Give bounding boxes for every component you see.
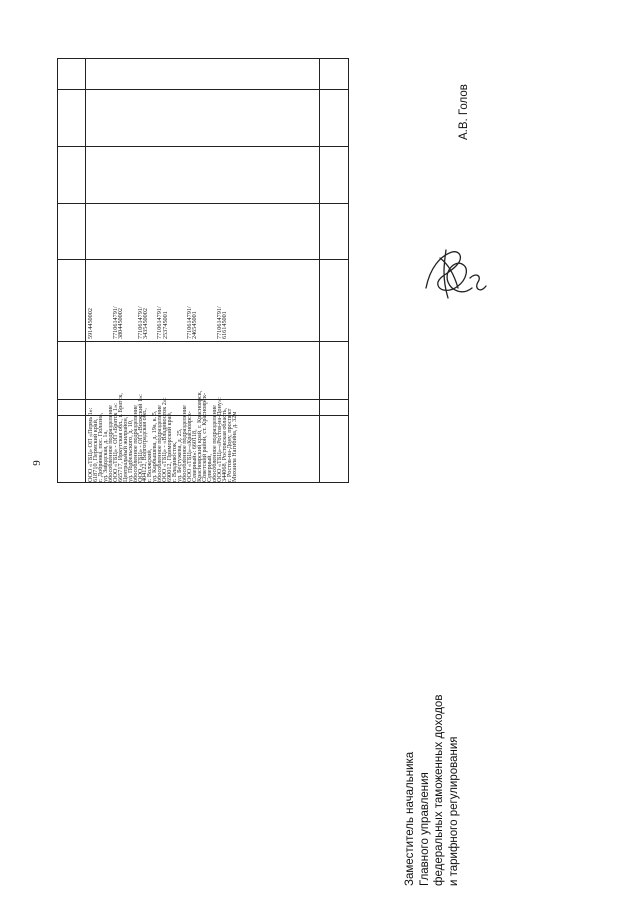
address-line: 690012, Приморский край,: [166, 411, 174, 482]
address-line: Центральный жилрайон,: [121, 416, 129, 482]
signer-title: [403, 695, 461, 886]
address-line: ООО «ТБЦ» ОП «Пермь 1»:: [87, 407, 94, 482]
row-divider: [85, 58, 86, 483]
address-line: ул. Бестужева, д. 25,: [176, 428, 184, 482]
table-border-left: [57, 58, 58, 483]
signature-image: [418, 238, 490, 308]
address-line: обособленное подразделение: [156, 405, 164, 482]
table-border-bottom: [57, 482, 349, 483]
inn-value: 5914450002: [87, 308, 94, 339]
signer-name: А.В. Голов: [458, 84, 470, 140]
address-line: обособленное подразделение: [131, 405, 139, 482]
inn-value: 3435450002: [141, 308, 149, 339]
address-line: г. Добрянка, пос. Полазна,: [96, 412, 104, 482]
row-divider: [319, 58, 320, 483]
column-divider: [57, 203, 349, 204]
signer-title-line: и тарифного регулирования: [447, 736, 460, 886]
address-line: обособленное подразделение: [106, 405, 114, 482]
column-divider: [57, 341, 349, 342]
address-line: ул. Карбышева, д. 19а, к. 5,: [151, 410, 159, 482]
inn-value: 7710614791/: [156, 306, 164, 339]
address-line: г. Волжский,: [146, 448, 154, 482]
address-line: ООО «ТБЦ»-«Ростов-на-Дону»:: [215, 397, 223, 482]
address-line: 344068, Ростовская область,: [220, 407, 228, 482]
signer-title-line: Главного управления: [418, 772, 431, 886]
address-line: ООО «ТБЦ» - «Владивосток 2»:: [161, 397, 169, 482]
address-line: г. Владивосток,: [171, 441, 179, 482]
table-border-top: [57, 58, 349, 59]
inn-value: 7710614791/: [186, 306, 193, 339]
address-line: ООО «ТБЦ»-«Красноярск-: [186, 411, 193, 482]
address-line: ул. Подбельского, д. 10,: [126, 419, 134, 482]
address-line: Северный,: [205, 453, 213, 482]
address-line: ООО «ТБЦ» - ОП «Волжский 1»:: [136, 394, 144, 482]
address-line: ул. Заводская, д. 1а,: [101, 430, 109, 482]
address-line: Северный»: 660118,: [190, 429, 198, 482]
inn-value: 253745001: [161, 311, 169, 339]
column-divider: [57, 259, 349, 260]
address-line: 665717, Иркутская обл., г. Братск,: [116, 393, 124, 482]
address-line: обособленное подразделение: [210, 405, 218, 482]
inn-value: 616145001: [220, 311, 228, 339]
column-divider: [57, 89, 349, 90]
inn-value: 7710614791/: [111, 306, 119, 339]
address-line: Михаила Нагибина, д. 32м: [230, 411, 238, 482]
inn-value: 246545001: [191, 311, 199, 339]
signer-title-line: Заместитель начальника: [404, 751, 416, 886]
page-number: 9: [31, 460, 43, 466]
address-line: Красноярский край, г. Красноярск,: [195, 390, 203, 482]
inn-value: 7710614791/: [136, 306, 144, 339]
address-line: Советский район, ст. Красноярск-: [200, 392, 208, 482]
inn-value: 7710614791/: [215, 306, 223, 339]
column-divider: [57, 146, 349, 147]
address-line: обособленное подразделение: [181, 405, 189, 482]
address-line: 404122, Волгоградская обл.,: [141, 408, 149, 482]
address-line: г. Ростов-на-Дону, проспект: [225, 408, 233, 482]
address-line: 618710, Пермский край,: [91, 418, 99, 482]
table-border-right: [348, 58, 349, 483]
signer-title-line: федеральных таможенных доходов: [433, 694, 445, 886]
inn-value: 3804450002: [116, 308, 124, 339]
address-line: ООО «ТБЦ» - ОП «Братск 1»:: [111, 403, 119, 482]
